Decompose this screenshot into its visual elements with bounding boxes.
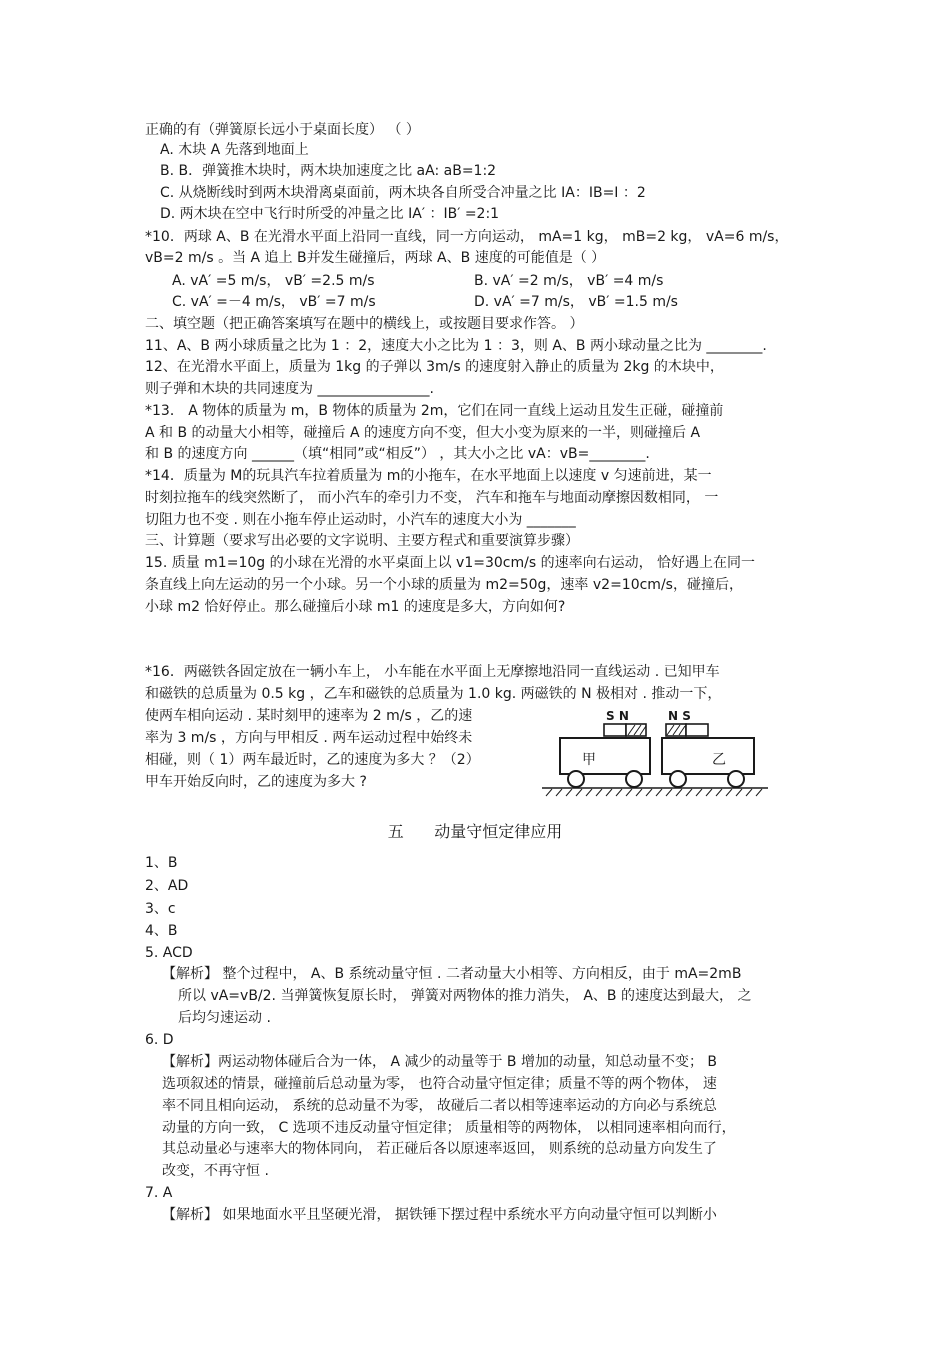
question-line: 时刻拉拖车的线突然断了， 而小汽车的牵引力不变， 汽车和拖车与地面动摩擦因数相同， 一 (145, 490, 719, 506)
option-line: A. 木块 A 先落到地面上 (160, 142, 309, 158)
wheel-icon (728, 771, 744, 787)
magnet-right-s (686, 724, 708, 736)
analysis-line: 动量的方向一致， C 选项不违反动量守恒定律； 质量相等的两物体， 以相同速率相向而行， (162, 1120, 736, 1136)
answer-line: 2、AD (145, 878, 189, 894)
question-line: 率为 3 m/s ，方向与甲相反 . 两车运动过程中始终未 (145, 730, 473, 746)
answer-line: 1、B (145, 855, 178, 871)
question-line: 12、在光滑水平面上，质量为 1kg 的子弹以 3m/s 的速度射入静止的质量为 2kg 的木块中， (145, 359, 724, 375)
answer-line: 7. A (145, 1185, 173, 1201)
question-line: 则子弹和木块的共同速度为 ________________. (145, 381, 434, 397)
question-line: 使两车相向运动 . 某时刻甲的速率为 2 m/s ，乙的速 (145, 708, 473, 724)
cart-yi-label: 乙 (712, 752, 726, 768)
question-line: 15. 质量 m1=10g 的小球在光滑的水平桌面上以 v1=30cm/s 的速率向右运动， 恰好遇上在同一 (145, 555, 756, 571)
question-line: 小球 m2 恰好停止。那么碰撞后小球 m1 的速度是多大，方向如何? (145, 599, 566, 615)
analysis-line: 所以 vA=vB/2. 当弹簧恢复原长时， 弹簧对两物体的推力消失， A、B 的速度达到最大， 之 (178, 988, 752, 1004)
magnet-left-label: S N (606, 709, 629, 723)
answer-line: 4、B (145, 923, 178, 939)
option-line: B. B．弹簧推木块时，两木块加速度之比 aA: aB=1:2 (160, 163, 497, 179)
cart-jia-label: 甲 (582, 752, 596, 768)
magnet-right-label: N S (668, 709, 691, 723)
cart-jia-body (560, 738, 650, 774)
question-line: 甲车开始反向时，乙的速度为多大 ? (145, 774, 367, 790)
section-heading: 三、计算题（要求写出必要的文字说明、主要方程式和重要演算步骤） (145, 533, 579, 549)
option-line: C. vA′ =－4 m/s， vB′ =7 m/s (172, 294, 376, 310)
analysis-line: 率不同且相向运动， 系统的总动量不为零， 故碰后二者以相等速率运动的方向必与系统总 (162, 1098, 717, 1114)
wheel-icon (670, 771, 686, 787)
answer-line: 3、c (145, 901, 176, 917)
option-line: C. 从烧断线时到两木块滑离桌面前，两木块各自所受合冲量之比 IA：IB=I ：2 (160, 185, 646, 201)
question-line: A 和 B 的动量大小相等，碰撞后 A 的速度方向不变，但大小变为原来的一半，则碰撞后 A (145, 425, 701, 441)
question-line: *13． A 物体的质量为 m，B 物体的质量为 2m，它们在同一直线上运动且发生正碰，碰撞前 (145, 403, 724, 419)
question-line: vB=2 m/s 。当 A 追上 B并发生碰撞后，两球 A、B 速度的可能值是（ ） (145, 250, 606, 266)
question-line: 正确的有（弹簧原长远小于桌面长度） （ ） (145, 122, 420, 138)
question-line: 11、A、B 两小球质量之比为 1 ：2，速度大小之比为 1 ：3，则 A、B 两小球动量之比为 ________. (145, 338, 767, 354)
answer-line: 5. ACD (145, 945, 193, 961)
option-line: D. 两木块在空中飞行时所受的冲量之比 IA′ ：IB′ =2:1 (160, 206, 500, 222)
wheel-icon (568, 771, 584, 787)
question-line: 条直线上向左运动的另一个小球。另一个小球的质量为 m2=50g，速率 v2=10cm/s，碰撞后， (145, 577, 743, 593)
cart-yi-body (662, 738, 754, 774)
option-line: A. vA′ =5 m/s， vB′ =2.5 m/s (172, 273, 375, 289)
analysis-line: 后均匀速运动 . (178, 1010, 271, 1026)
carts-magnets-diagram (540, 706, 770, 798)
question-line: 和 B 的速度方向 ______（填“相同”或“相反”） ，其大小之比 vA：vB=________. (145, 446, 650, 462)
analysis-line: 其总动量必与速率大的物体同向， 若正碰后各以原速率返回， 则系统的总动量方向发生了 (162, 1141, 717, 1157)
wheel-icon (626, 771, 642, 787)
ground-hatching (546, 789, 762, 796)
option-line: D. vA′ =7 m/s， vB′ =1.5 m/s (474, 294, 678, 310)
option-line: B. vA′ =2 m/s， vB′ =4 m/s (474, 273, 664, 289)
analysis-line: 【解析】两运动物体碰后合为一体， A 减少的动量等于 B 增加的动量，知总动量不变； B (162, 1054, 718, 1070)
magnet-left-s (604, 724, 626, 736)
analysis-line: 【解析】 如果地面水平且坚硬光滑， 据铁锤下摆过程中系统水平方向动量守恒可以判断小 (162, 1207, 717, 1223)
section-heading: 二、填空题（把正确答案填写在题中的横线上，或按题目要求作答。 ） (145, 316, 584, 332)
analysis-line: 改变，不再守恒 . (162, 1163, 269, 1179)
question-line: 和磁铁的总质量为 0.5 kg ，乙车和磁铁的总质量为 1.0 kg. 两磁铁的 N 极相对 . 推动一下， (145, 686, 722, 702)
section-title: 五 动量守恒定律应用 (387, 822, 563, 841)
question-line: 切阻力也不变 . 则在小拖车停止运动时，小汽车的速度大小为 _______ (145, 512, 576, 528)
answer-line: 6. D (145, 1032, 174, 1048)
question-line: *16．两磁铁各固定放在一辆小车上， 小车能在水平面上无摩擦地沿同一直线运动 . 已知甲车 (145, 664, 720, 680)
question-line: 相碰，则（ 1）两车最近时，乙的速度为多大 ？（2） (145, 752, 480, 768)
analysis-line: 选项叙述的情景，碰撞前后总动量为零， 也符合动量守恒定律；质量不等的两个物体， 速 (162, 1076, 717, 1092)
question-line: *10．两球 A、B 在光滑水平面上沿同一直线，同一方向运动， mA=1 kg， mB=2 kg， vA=6 m/s， (145, 229, 789, 245)
analysis-line: 【解析】 整个过程中， A、B 系统动量守恒 . 二者动量大小相等、方向相反，由于 mA=2mB (162, 966, 742, 982)
question-line: *14．质量为 M的玩具汽车拉着质量为 m的小拖车，在水平地面上以速度 v 匀速前进，某一 (145, 468, 712, 484)
